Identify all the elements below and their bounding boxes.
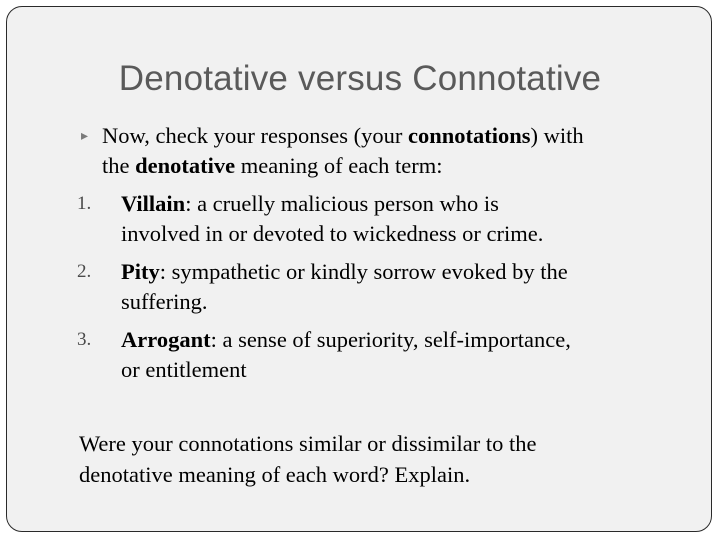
intro-text: ) with [530,123,584,148]
intro-line-2 [102,150,443,181]
list-number: 1. [77,193,92,214]
list-item-line: involved in or devoted to wickedness or crime. [121,221,544,246]
list-item-definition: : a cruelly malicious person who is [185,191,499,216]
list-item-term: Villain [121,191,186,216]
list-item-definition: : sympathetic or kindly sorrow evoked by the [159,259,568,284]
intro-bold-term: connotations [407,123,531,148]
list-item-line [121,256,568,287]
list-number: 3. [77,329,92,350]
list-item-term: Arrogant [121,327,211,352]
intro-text: Now, check your responses (your [102,123,408,148]
intro-line-1 [102,120,584,151]
list-item-line [121,324,571,355]
list-item-term: Pity [121,259,160,284]
closing-question-line-1: Were your connotations similar or dissimilar to the [79,431,537,456]
intro-text: meaning of each term: [235,153,443,178]
list-item-line [121,188,499,219]
list-item-line: suffering. [121,289,208,314]
list-item-line: or entitlement [121,357,247,382]
intro-bold-term: denotative [135,153,236,178]
intro-text: the [102,153,136,178]
slide-title: Denotative versus Connotative [118,59,602,98]
triangle-bullet-icon: ▸ [81,128,89,144]
list-number: 2. [77,261,92,282]
closing-question-line-2: denotative meaning of each word? Explain. [79,462,471,487]
list-item-definition: : a sense of superiority, self-importance, [210,327,571,352]
